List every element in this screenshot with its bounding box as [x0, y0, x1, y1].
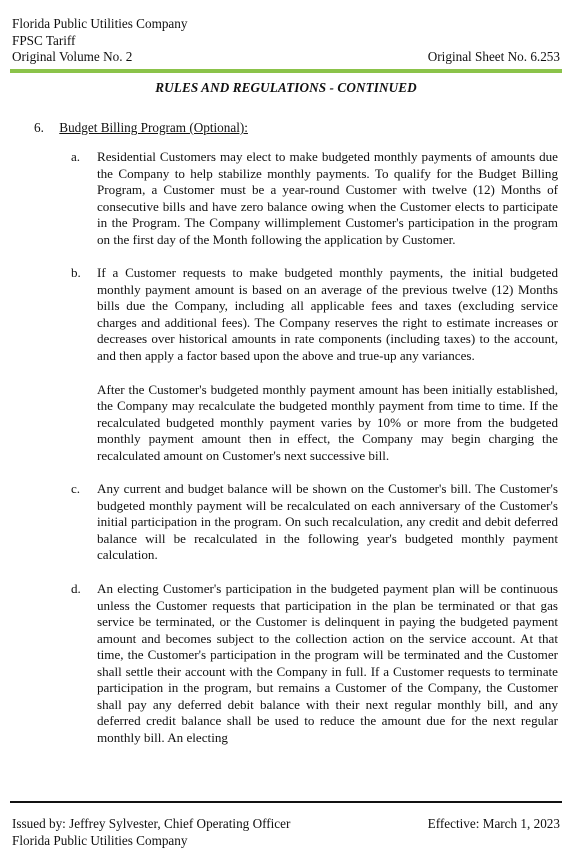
paragraph-letter: b.: [71, 265, 81, 281]
paragraph-a: [71, 149, 558, 248]
header-divider: [10, 69, 562, 73]
paragraph-d: [71, 581, 558, 746]
paragraph-c: [71, 481, 558, 564]
paragraph-b-continuation: After the Customer's budgeted monthly payment amount has been initially established, the Company may recalculate the budgeted monthly payment from time to time. If the recalculated budgeted monthly payment varies by 10% or more from the budgeted monthly payment amount then in effect, the Company may begin charging the recalculated amount on Customer's next successive bill.: [97, 381, 558, 463]
header-sheet-number: Original Sheet No. 6.253: [427, 49, 560, 64]
paragraph-letter: a.: [71, 149, 81, 164]
footer-company: Florida Public Utilities Company: [12, 832, 188, 848]
paragraph-text: If a Customer requests to make budgeted monthly payments, the initial budgeted monthly payment amount is based on an average of the previous twelve (12) Months bills due the Company, including all applicable fees and taxes (excluding service charges and additional fees). The Company reserves the right to estimate increases or decreases over historical amounts in rate components (including taxes) to the account, and then apply a factor based upon the above and true-up any variances.: [97, 265, 558, 364]
header-tariff: FPSC Tariff: [12, 32, 76, 48]
item-number: 6.: [34, 120, 44, 135]
paragraph-b: [71, 265, 558, 364]
paragraph-text: An electing Customer's participation in the budgeted payment plan will be continuous unless the Customer requests that participation in the plan be terminated or that gas service be terminated, or the Customer is delinquent in paying the budgeted payment amount and becomes subject to the collection action on the service account. At that time, the Customer's participation in the program will be terminated and the Customer shall settle their account with the Company in full. If a Customer requests to terminate participation in the program, but remains a Customer of the Company, the Customer shall pay any deferred debit balance with their next regular monthly bill, and any deferred credit balance shall be used to reduce the amount due for the next regular monthly bill. An electing: [97, 581, 558, 745]
header-volume: Original Volume No. 2: [12, 49, 133, 64]
header-company: Florida Public Utilities Company: [12, 16, 188, 31]
paragraph-letter: c.: [71, 481, 81, 497]
item-heading: [34, 120, 248, 136]
footer-divider: [10, 801, 562, 803]
header-row: [12, 49, 560, 66]
item-title: Budget Billing Program (Optional):: [59, 120, 248, 135]
page-header: [12, 16, 560, 66]
footer-row: [12, 816, 560, 833]
paragraph-text: Any current and budget balance will be shown on the Customer's bill. The Customer's budgeted monthly payment will be recalculated on each anniversary of the Customer's initial participation in the program. On such recalculation, any credit and debit deferred balance will be recalculated in the following year's budgeted monthly payment calculation.: [97, 481, 558, 563]
page-footer: [12, 816, 560, 849]
document-body: [71, 149, 558, 747]
paragraph-letter: d.: [71, 581, 81, 597]
footer-effective-date: Effective: March 1, 2023: [427, 816, 560, 831]
footer-issued-by: Issued by: Jeffrey Sylvester, Chief Operating Officer: [12, 816, 291, 831]
paragraph-text: Residential Customers may elect to make budgeted monthly payments of amounts due the Company to help stabilize monthly payments. To qualify for the Budget Billing Program, a Customer must be a year-round Customer with twelve (12) Months of consecutive bills and have zero balance owing when the Customer elects to participate in the Program. The Company willimplement Customer's participation in the program on the first day of the Month following the application by Customer.: [97, 149, 558, 247]
section-title: RULES AND REGULATIONS - CONTINUED: [155, 80, 417, 95]
